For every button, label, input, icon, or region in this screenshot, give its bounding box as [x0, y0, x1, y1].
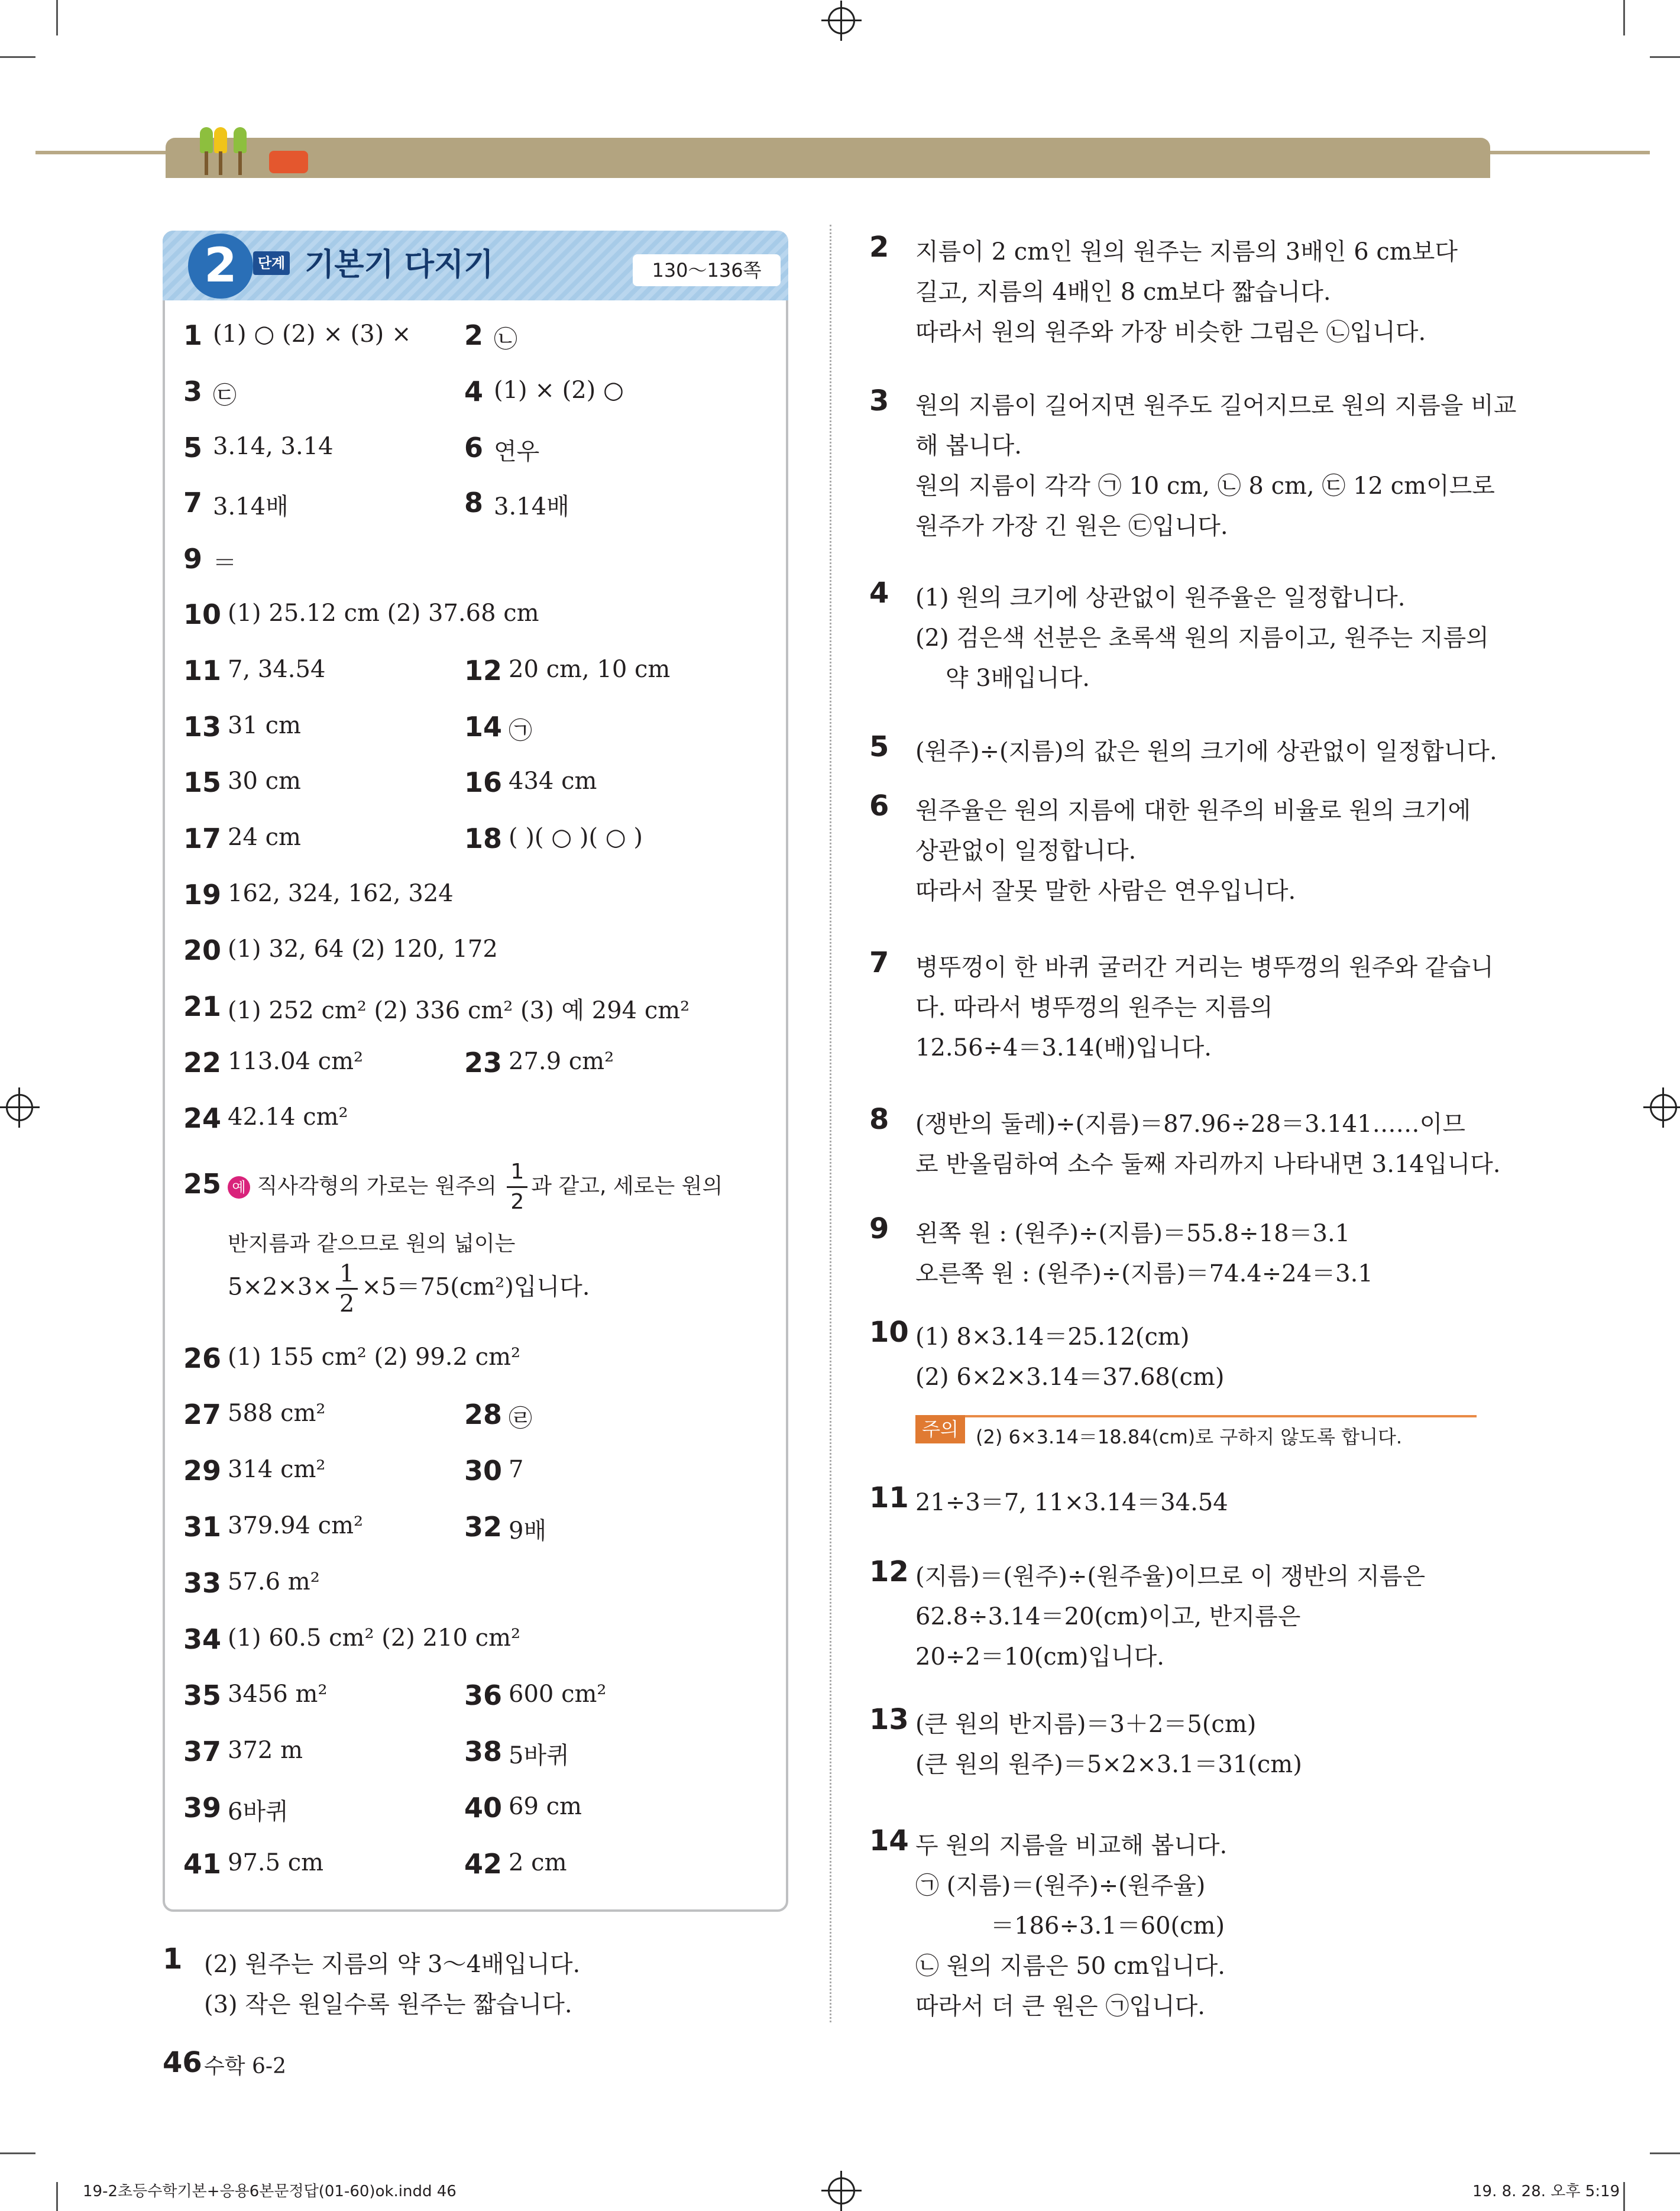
solution-number: 13	[869, 1703, 909, 1736]
crop-mark	[1623, 2182, 1625, 2211]
column-divider	[830, 225, 831, 2022]
solution-line: (2) 원주는 지름의 약 3～4배입니다.	[204, 1951, 581, 1978]
answer-text: 5바퀴	[509, 1742, 569, 1769]
note-label: 주의	[915, 1415, 965, 1443]
solution-line: 병뚜껑이 한 바퀴 굴러간 거리는 병뚜껑의 원주와 같습니	[915, 954, 1494, 981]
fraction: $\frac{1}{2}$	[336, 1260, 358, 1318]
answer-number: 18	[464, 823, 503, 854]
solution-number: 12	[869, 1555, 909, 1588]
solution-line: 원주율은 원의 지름에 대한 원주의 비율로 원의 크기에	[915, 797, 1471, 824]
answer-text: 113.04 cm²	[228, 1048, 364, 1075]
answer-number: 32	[464, 1511, 503, 1543]
solution-line: 원의 지름이 길어지면 원주도 길어지므로 원의 지름을 비교	[915, 392, 1517, 419]
registration-mark-icon	[1650, 1094, 1677, 1121]
solution-line: 왼쪽 원 : (원주)÷(지름)＝55.8÷18＝3.1	[915, 1220, 1351, 1247]
solution-line: (큰 원의 반지름)＝3＋2＝5(cm)	[915, 1711, 1257, 1738]
answer-number: 41	[183, 1848, 222, 1880]
answer-number: 26	[183, 1342, 222, 1374]
solution-line: ㉠ (지름)＝(원주)÷(원주율)	[915, 1872, 1206, 1899]
answer-text: 3.14배	[213, 493, 289, 520]
answer-number: 37	[183, 1736, 222, 1767]
answer-text: 2 cm	[509, 1849, 567, 1876]
answer-text: 24 cm	[228, 824, 301, 851]
solution-line: (쟁반의 둘레)÷(지름)＝87.96÷28＝3.141……이므	[915, 1111, 1465, 1138]
tree-icon	[214, 127, 227, 153]
answer-text: (1) 252 cm² (2) 336 cm² (3) 예 294 cm²	[228, 997, 690, 1024]
tree-trunk	[219, 151, 222, 175]
answer-number: 23	[464, 1047, 503, 1079]
answer-number: 9	[183, 543, 203, 575]
solution-number: 5	[869, 730, 889, 763]
tree-icon	[200, 127, 213, 153]
answer-text: 6바퀴	[228, 1798, 289, 1825]
solution-line: (3) 작은 원일수록 원주는 짧습니다.	[204, 1991, 572, 2018]
page-number: 46	[163, 2046, 202, 2079]
answer-text: (1) 60.5 cm² (2) 210 cm²	[228, 1624, 521, 1652]
solution-line: (1) 원의 크기에 상관없이 원주율은 일정합니다.	[915, 584, 1406, 611]
answer-number: 19	[183, 879, 222, 911]
solution-line: 원의 지름이 각각 ㉠ 10 cm, ㉡ 8 cm, ㉢ 12 cm이므로	[915, 472, 1495, 500]
solution-line: 로 반올림하여 소수 둘째 자리까지 나타내면 3.14입니다.	[915, 1151, 1501, 1178]
solution-line: (큰 원의 원주)＝5×2×3.1＝31(cm)	[915, 1751, 1302, 1778]
example-badge: 예	[228, 1176, 250, 1199]
solution-number: 1	[163, 1943, 183, 1976]
answer-number: 20	[183, 934, 222, 966]
note-rule	[920, 1415, 1477, 1417]
solution-line: 20÷2＝10(cm)입니다.	[915, 1643, 1164, 1671]
page-subject: 수학 6-2	[204, 2054, 286, 2079]
answer-text: 27.9 cm²	[509, 1048, 614, 1075]
answer-number: 2	[464, 319, 484, 351]
solution-line: 12.56÷4＝3.14(배)입니다.	[915, 1034, 1212, 1061]
answer-text: 9배	[509, 1517, 547, 1545]
answer-number: 7	[183, 487, 203, 519]
answer-number: 25	[183, 1168, 222, 1200]
solution-number: 2	[869, 231, 889, 264]
solution-line: ＝186÷3.1＝60(cm)	[915, 1912, 1225, 1940]
print-slug-file: 19-2초등수학기본+응용6본문정답(01-60)ok.indd 46	[83, 2183, 457, 2200]
solution-line: (2) 검은색 선분은 초록색 원의 지름이고, 원주는 지름의	[915, 624, 1489, 652]
solution-line: (1) 8×3.14＝25.12(cm)	[915, 1323, 1190, 1351]
answer-text: 434 cm	[509, 768, 597, 795]
solution-line: 약 3배입니다.	[915, 665, 1090, 692]
answer-number: 6	[464, 432, 484, 464]
answer-text: ㉣	[509, 1405, 532, 1432]
solution-number: 14	[869, 1824, 909, 1857]
crop-mark	[1650, 56, 1680, 58]
answer-text: 7	[509, 1456, 524, 1483]
crop-mark	[1623, 0, 1625, 35]
answer-text: (1) 25.12 cm (2) 37.68 cm	[228, 600, 539, 627]
answer-text: ＝	[213, 549, 237, 577]
answer-number: 33	[183, 1567, 222, 1599]
solution-line: 길고, 지름의 4배인 8 cm보다 짧습니다.	[915, 279, 1331, 306]
answer-number: 28	[464, 1399, 503, 1430]
answer-number: 10	[183, 598, 222, 630]
tree-icon	[234, 127, 247, 153]
answer-text: 3.14, 3.14	[213, 433, 334, 460]
answer-number: 36	[464, 1679, 503, 1711]
answer-text: 연우	[494, 438, 540, 465]
solution-line: 따라서 더 큰 원은 ㉠입니다.	[915, 1993, 1205, 2020]
answer-number: 13	[183, 711, 222, 743]
answer-text: (1) 32, 64 (2) 120, 172	[228, 935, 498, 963]
solution-line: 오른쪽 원 : (원주)÷(지름)＝74.4÷24＝3.1	[915, 1260, 1373, 1287]
crop-mark	[56, 0, 58, 35]
answer-number: 29	[183, 1455, 222, 1487]
answer-25-line1: 예 직사각형의 가로는 원주의 $\frac{1}{2}$ 과 같고, 세로는 원의	[228, 1158, 723, 1216]
answer-number: 12	[464, 655, 503, 687]
registration-mark-icon	[828, 2177, 855, 2204]
solution-number: 11	[869, 1481, 909, 1514]
crop-mark	[0, 2152, 35, 2154]
answer-text: 7, 34.54	[228, 656, 326, 683]
solution-number: 9	[869, 1212, 889, 1245]
answer-text: ㉢	[213, 382, 237, 409]
answer-number: 4	[464, 375, 484, 407]
answer-number: 1	[183, 319, 203, 351]
answer-number: 14	[464, 711, 503, 743]
answer-number: 27	[183, 1399, 222, 1430]
solution-line: (지름)＝(원주)÷(원주율)이므로 이 쟁반의 지름은	[915, 1563, 1426, 1590]
answer-text: ㉠	[509, 717, 532, 744]
page-range: 130～136쪽	[633, 254, 781, 286]
answer-text: 30 cm	[228, 768, 301, 795]
answer-25-line2: 반지름과 같으므로 원의 넓이는	[228, 1232, 516, 1256]
answer-text: (1) ○ (2) × (3) ×	[213, 321, 412, 348]
solution-line: 원주가 가장 긴 원은 ㉢입니다.	[915, 513, 1228, 540]
answer-number: 5	[183, 432, 203, 464]
answer-text: 379.94 cm²	[228, 1512, 364, 1539]
fraction: $\frac{1}{2}$	[507, 1158, 527, 1216]
answer-number: 11	[183, 655, 222, 687]
answer-number: 21	[183, 990, 222, 1022]
solution-line: 21÷3＝7, 11×3.14＝34.54	[915, 1489, 1228, 1516]
step-label: 단계	[253, 251, 290, 275]
answer-number: 39	[183, 1792, 222, 1824]
answer-number: 42	[464, 1848, 503, 1880]
answer-number: 22	[183, 1047, 222, 1079]
answer-text: (1) × (2) ○	[494, 377, 624, 404]
solution-number: 8	[869, 1103, 889, 1136]
solution-line: 두 원의 지름을 비교해 봅니다.	[915, 1832, 1228, 1859]
registration-mark-icon	[828, 7, 855, 34]
answer-25-line3: 5×2×3× $\frac{1}{2}$ ×5＝75(cm²)입니다.	[228, 1260, 590, 1317]
answer-text: 97.5 cm	[228, 1849, 324, 1876]
answer-number: 3	[183, 375, 203, 407]
step-number: 2	[188, 234, 253, 299]
answer-number: 31	[183, 1511, 222, 1543]
answer-text: 31 cm	[228, 712, 301, 739]
answer-number: 16	[464, 766, 503, 798]
answer-number: 34	[183, 1623, 222, 1655]
answer-text: 57.6 m²	[228, 1568, 320, 1595]
answer-number: 15	[183, 766, 222, 798]
answer-text: 42.14 cm²	[228, 1103, 348, 1131]
bus-icon	[269, 151, 308, 173]
answer-text: 20 cm, 10 cm	[509, 656, 671, 683]
answer-text: 3.14배	[494, 493, 569, 520]
solution-number: 7	[869, 946, 889, 979]
solution-line: 지름이 2 cm인 원의 원주는 지름의 3배인 6 cm보다	[915, 238, 1458, 266]
tree-trunk	[205, 151, 208, 175]
solution-line: (원주)÷(지름)의 값은 원의 크기에 상관없이 일정합니다.	[915, 738, 1497, 765]
answer-number: 30	[464, 1455, 503, 1487]
answer-text: ( )( ○ )( ○ )	[509, 824, 643, 851]
solution-line: 해 봅니다.	[915, 432, 1022, 459]
answer-text: 600 cm²	[509, 1681, 607, 1708]
solution-line: 따라서 잘못 말한 사람은 연우입니다.	[915, 878, 1296, 905]
answer-text: 588 cm²	[228, 1400, 326, 1427]
answer-number: 8	[464, 487, 484, 519]
section-title: 기본기 다지기	[305, 247, 494, 283]
note-text: (2) 6×3.14＝18.84(cm)로 구하지 않도록 합니다.	[976, 1426, 1403, 1448]
solution-line: ㉡ 원의 지름은 50 cm입니다.	[915, 1953, 1225, 1980]
solution-number: 6	[869, 789, 889, 823]
registration-mark-icon	[6, 1094, 33, 1121]
solution-line: (2) 6×2×3.14＝37.68(cm)	[915, 1364, 1225, 1391]
answer-number: 40	[464, 1792, 503, 1824]
solution-number: 3	[869, 384, 889, 417]
tree-trunk	[238, 151, 242, 175]
print-slug-date: 19. 8. 28. 오후 5:19	[1472, 2183, 1620, 2200]
solution-line: 다. 따라서 병뚜껑의 원주는 지름의	[915, 994, 1273, 1021]
answer-text: (1) 155 cm² (2) 99.2 cm²	[228, 1344, 521, 1371]
solution-number: 4	[869, 577, 889, 610]
answer-text: ㉡	[494, 326, 517, 353]
answer-number: 24	[183, 1102, 222, 1134]
crop-mark	[1650, 2152, 1680, 2154]
answer-text: 3456 m²	[228, 1681, 328, 1708]
solution-line: 상관없이 일정합니다.	[915, 837, 1137, 865]
answer-number: 35	[183, 1679, 222, 1711]
answer-number: 38	[464, 1736, 503, 1767]
answer-number: 17	[183, 823, 222, 854]
solution-number: 10	[869, 1316, 909, 1349]
solution-line: 따라서 원의 원주와 가장 비슷한 그림은 ㉡입니다.	[915, 319, 1426, 346]
crop-mark	[56, 2182, 58, 2211]
answer-text: 69 cm	[509, 1793, 582, 1820]
answer-text: 162, 324, 162, 324	[228, 880, 454, 907]
solution-line: 62.8÷3.14＝20(cm)이고, 반지름은	[915, 1603, 1301, 1630]
answer-text: 314 cm²	[228, 1456, 326, 1483]
header-tab	[166, 138, 1490, 178]
answer-text: 372 m	[228, 1737, 303, 1764]
crop-mark	[0, 56, 35, 58]
